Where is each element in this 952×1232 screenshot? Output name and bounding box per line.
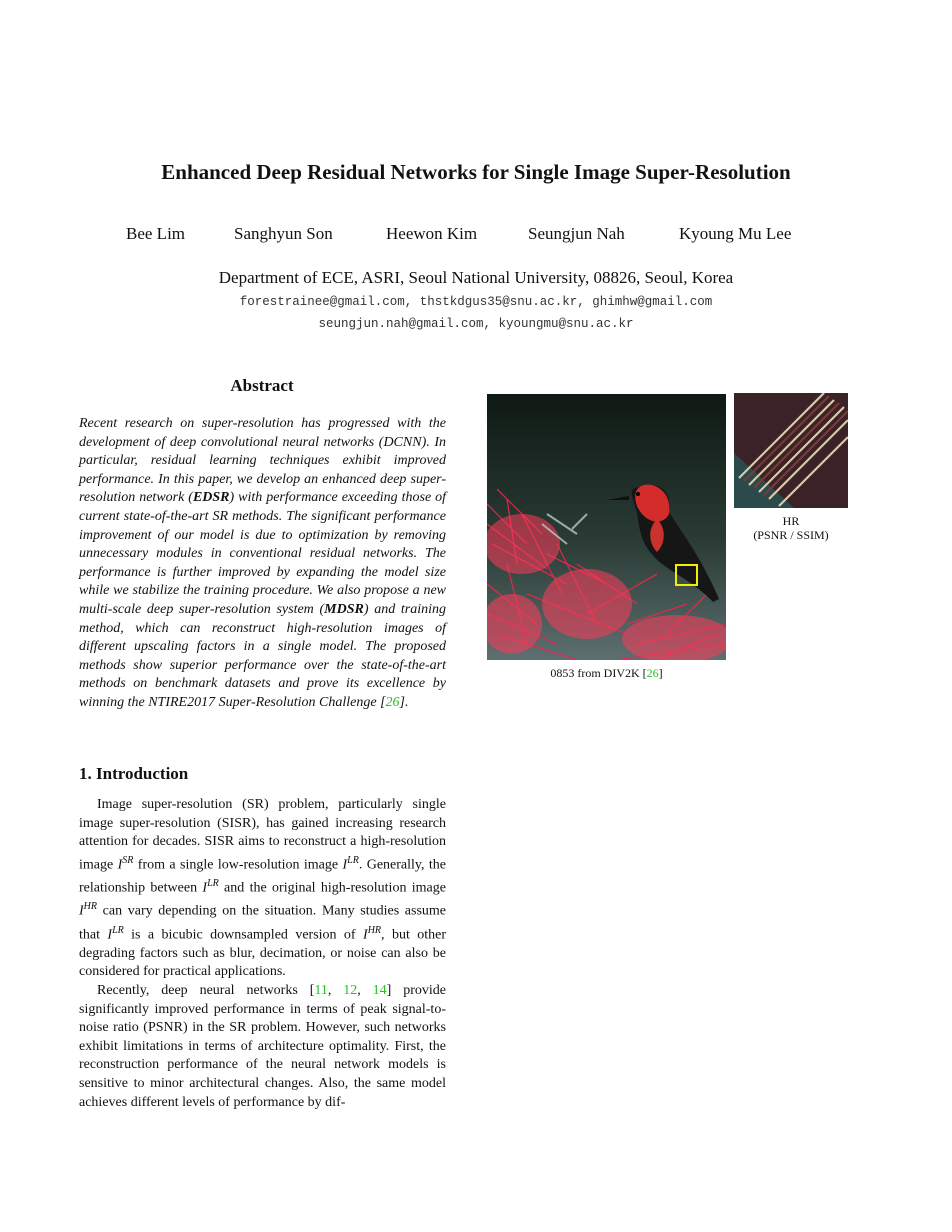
crop-caption	[734, 514, 848, 542]
mdsr-term: MDSR	[324, 601, 364, 617]
citation-link[interactable]: 11	[314, 982, 328, 998]
figure-caption: 0853 from DIV2K [26]	[550, 666, 663, 680]
abstract-heading: Abstract	[230, 376, 294, 395]
citation-link[interactable]: 14	[372, 982, 387, 998]
abstract-body: Recent research on super-resolution has progressed with the development of deep convolutional neural networks (DCNN). In particular, residual learning techniques exhibit improved performance. In this paper, we develop an enhanced deep super-resolution network (EDSR) with performance exceeding those of current state-of-the-art SR methods. The significant performance improvement of our model is due to optimization by removing unnecessary modules in conventional residual networks. The performance is further improved by expanding the model size while we stabilize the training procedure. We also propose a new multi-scale deep super-resolution system (MDSR) and training method, which can reconstruct high-resolution images of different upscaling factors in a single model. The proposed methods show superior performance over the state-of-the-art methods on benchmark datasets and prove its excellence by winning the NTIRE2017 Super-Resolution Challenge [26].	[79, 416, 447, 710]
paragraph: Image super-resolution (SR) problem, particularly single image super-resolution (SISR), has gained increasing research attention for decades. SISR aims to reconstruct a high-resolution image $I^{SR}$ from a single low-resolution image $I^{LR}$. Generally, the relationship between $I^{LR}$ and the original high-resolution image $I^{HR}$ can vary depending on the situation. Many studies assume that $I^{LR}$ is a bicubic downsampled version of $I^{HR}$, but other degrading factors such as blur, decimation, or noise can also be considered for practical applications.	[79, 797, 447, 980]
citation-link[interactable]: 26	[385, 694, 400, 710]
emails-line-2: seungjun.nah@gmail.com, kyoungmu@snu.ac.kr	[318, 317, 634, 331]
introduction-heading: 1. Introduction	[79, 764, 189, 783]
citation-link[interactable]: 26	[646, 666, 659, 680]
affiliation: Department of ECE, ASRI, Seoul National University, 08826, Seoul, Korea	[218, 268, 734, 287]
author-name: Seungjun Nah	[528, 224, 625, 243]
paragraph: Recently, deep neural networks [11, 12, 14] provide significantly improved performance in terms of peak signal-to-noise ratio (PSNR) in the SR problem. However, such networks exhibit limitations in terms of architecture optimality. First, the reconstruction performance of the neural network models is sensitive to minor architectural changes. Also, the same model achieves different levels of performance by dif-	[79, 982, 446, 1110]
citation-link[interactable]: 12	[343, 982, 358, 998]
author-name: Heewon Kim	[386, 224, 478, 243]
author-name: Sanghyun Son	[234, 224, 333, 243]
author-name: Bee Lim	[126, 224, 186, 243]
introduction-body	[79, 796, 446, 1112]
crop-caption-metrics: (PSNR / SSIM)	[753, 528, 829, 542]
emails-line-1: forestrainee@gmail.com, thstkdgus35@snu.ac.kr, ghimhw@gmail.com	[239, 295, 713, 309]
paper-title: Enhanced Deep Residual Networks for Single Image Super-Resolution	[161, 160, 791, 184]
crop-caption-label: HR	[782, 514, 800, 528]
bird-photo-image	[487, 394, 726, 660]
author-name: Kyoung Mu Lee	[679, 224, 792, 243]
hr-crop-image	[734, 393, 848, 508]
edsr-term: EDSR	[192, 490, 230, 506]
